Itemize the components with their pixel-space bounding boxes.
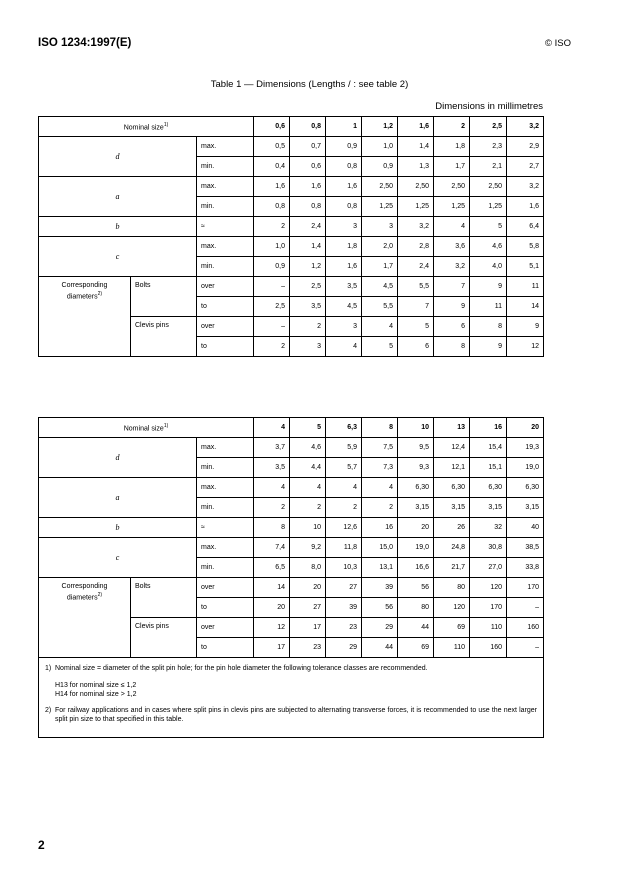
table-cell: 4 (362, 317, 398, 337)
table-cell: 12,6 (326, 518, 362, 538)
units-note: Dimensions in millimetres (435, 101, 543, 112)
nominal-size-text: Nominal size (123, 124, 164, 132)
dimensions-table-large-sizes (38, 417, 544, 738)
table-cell: 1,25 (434, 197, 470, 217)
page-number: 2 (38, 838, 45, 852)
table-cell: 15,1 (470, 458, 507, 478)
table-row (39, 518, 544, 538)
table-cell: 9 (470, 337, 507, 357)
table-cell: 2 (290, 498, 326, 518)
table-row (39, 217, 544, 237)
table-cell: – (254, 277, 290, 297)
table-cell: 2,50 (470, 177, 507, 197)
table-cell: 1,0 (362, 137, 398, 157)
corresponding-diameters-label (39, 277, 131, 357)
table-cell: 10 (290, 518, 326, 538)
table-cell: 44 (362, 638, 398, 658)
footnote-1 (45, 664, 537, 700)
table-cell: 10,3 (326, 558, 362, 578)
nominal-size-label (39, 418, 254, 438)
nominal-size-value: 16 (470, 418, 507, 438)
table-cell: 3,5 (254, 458, 290, 478)
table-cell: 4 (254, 478, 290, 498)
table-cell: 0,8 (290, 197, 326, 217)
table-cell: 15,4 (470, 438, 507, 458)
table-cell: 4,0 (470, 257, 507, 277)
standard-designation: ISO 1234:1997(E) (38, 37, 132, 49)
corresponding-diameters-label (39, 578, 131, 658)
table-cell: 2,50 (398, 177, 434, 197)
table-cell: 16,6 (398, 558, 434, 578)
footnote-ref: 2) (97, 592, 103, 598)
table-cell: 110 (434, 638, 470, 658)
table-cell: 6,4 (507, 217, 544, 237)
table-cell: 1,25 (362, 197, 398, 217)
footnote-ref: 2) (97, 291, 103, 297)
table-cell: 3,6 (434, 237, 470, 257)
nominal-size-header-row (39, 117, 544, 137)
qualifier-label: over (197, 317, 254, 337)
table-cell: 2 (290, 317, 326, 337)
table-cell: 21,7 (434, 558, 470, 578)
dimension-symbol: b (39, 217, 197, 237)
table-cell: 4 (362, 478, 398, 498)
table-cell: 1,6 (507, 197, 544, 217)
table-cell: 6,5 (254, 558, 290, 578)
table-cell: 30,8 (470, 538, 507, 558)
table-row (39, 137, 544, 157)
qualifier-label: max. (197, 438, 254, 458)
table-cell: 120 (470, 578, 507, 598)
table-cell: 2,5 (254, 297, 290, 317)
nominal-size-value: 5 (290, 418, 326, 438)
table-cell: 7,3 (362, 458, 398, 478)
table-cell: 80 (434, 578, 470, 598)
table-cell: 32 (470, 518, 507, 538)
table-cell: 56 (362, 598, 398, 618)
table-cell: 27 (290, 598, 326, 618)
nominal-size-value: 4 (254, 418, 290, 438)
qualifier-label: to (197, 638, 254, 658)
table-cell: 5 (362, 337, 398, 357)
table-cell: 9,3 (398, 458, 434, 478)
table-cell: 14 (507, 297, 544, 317)
table-cell: 3,15 (434, 498, 470, 518)
table-cell: 6 (398, 337, 434, 357)
table-cell: 11 (507, 277, 544, 297)
table-cell: 33,8 (507, 558, 544, 578)
table-cell: 2,50 (434, 177, 470, 197)
qualifier-label: over (197, 277, 254, 297)
table-cell: 1,8 (326, 237, 362, 257)
table-cell: 2,3 (470, 137, 507, 157)
table-cell: 20 (290, 578, 326, 598)
table-cell: 0,6 (290, 157, 326, 177)
table-cell: 80 (398, 598, 434, 618)
table-cell: 8 (254, 518, 290, 538)
dimension-symbol: b (39, 518, 197, 538)
table-cell: 69 (434, 618, 470, 638)
table-cell: 1,8 (434, 137, 470, 157)
footnote-number: 2) (45, 706, 52, 714)
table-row (39, 177, 544, 197)
qualifier-label: min. (197, 558, 254, 578)
table-cell: 12 (254, 618, 290, 638)
table-cell: 1,7 (434, 157, 470, 177)
table-cell: 1,3 (398, 157, 434, 177)
qualifier-label: max. (197, 538, 254, 558)
table-cell: 5,1 (507, 257, 544, 277)
qualifier-label: over (197, 578, 254, 598)
table-cell: 2,0 (362, 237, 398, 257)
corresponding-diameters-text: Corresponding diameters (61, 282, 108, 301)
table-cell: 39 (362, 578, 398, 598)
table-cell: 27 (326, 578, 362, 598)
table-cell: 44 (398, 618, 434, 638)
nominal-size-value: 0,8 (290, 117, 326, 137)
table-cell: 69 (398, 638, 434, 658)
table-cell: 20 (398, 518, 434, 538)
table-cell: 2,50 (362, 177, 398, 197)
table-cell: – (507, 638, 544, 658)
table-cell: 4 (290, 478, 326, 498)
footnote-number: 1) (45, 665, 52, 672)
table-cell: 3,15 (470, 498, 507, 518)
table-cell: 2 (362, 498, 398, 518)
table-footnotes (39, 658, 544, 738)
table-cell: 0,8 (326, 157, 362, 177)
table-cell: 1,2 (290, 257, 326, 277)
table-cell: 5,5 (398, 277, 434, 297)
nominal-size-value: 13 (434, 418, 470, 438)
nominal-size-value: 3,2 (507, 117, 544, 137)
table-cell: 170 (470, 598, 507, 618)
table-cell: 19,0 (398, 538, 434, 558)
table-cell: 1,6 (254, 177, 290, 197)
table-caption: Table 1 — Dimensions (Lengths / : see table 2) (210, 79, 409, 90)
dimension-symbol: c (39, 237, 197, 277)
table-cell: 29 (362, 618, 398, 638)
table-cell: – (254, 317, 290, 337)
qualifier-label: max. (197, 478, 254, 498)
table-cell: 9,5 (398, 438, 434, 458)
table-cell: 110 (470, 618, 507, 638)
table-cell: 2 (254, 498, 290, 518)
table-cell: 160 (507, 618, 544, 638)
table-cell: 23 (326, 618, 362, 638)
table-cell: 6,30 (398, 478, 434, 498)
table-cell: 29 (326, 638, 362, 658)
qualifier-label: ≈ (197, 518, 254, 538)
qualifier-label: max. (197, 177, 254, 197)
table-cell: 3,2 (398, 217, 434, 237)
nominal-size-value: 8 (362, 418, 398, 438)
table-cell: 3,7 (254, 438, 290, 458)
table-row (39, 538, 544, 558)
nominal-size-value: 6,3 (326, 418, 362, 438)
nominal-size-text: Nominal size (123, 425, 164, 433)
table-cell: 20 (254, 598, 290, 618)
table-cell: 6,30 (507, 478, 544, 498)
qualifier-label: ≈ (197, 217, 254, 237)
table-cell: 19,3 (507, 438, 544, 458)
table-cell: 1,6 (326, 257, 362, 277)
table-cell: 2 (326, 498, 362, 518)
dimension-symbol: a (39, 177, 197, 217)
table-row (39, 277, 544, 297)
table-cell: 170 (507, 578, 544, 598)
table-row (39, 478, 544, 498)
table-cell: 4,6 (470, 237, 507, 257)
footnote-text: Nominal size = diameter of the split pin hole; for the pin hole diameter the following tolerance classes are recommended. (55, 665, 428, 672)
table-cell: 0,9 (362, 157, 398, 177)
table-cell: 2 (254, 217, 290, 237)
table-cell: 17 (290, 618, 326, 638)
table-cell: 6,30 (434, 478, 470, 498)
table-cell: 7,4 (254, 538, 290, 558)
qualifier-label: over (197, 618, 254, 638)
table-cell: 2,4 (290, 217, 326, 237)
table-cell: 3 (362, 217, 398, 237)
table-cell: 17 (254, 638, 290, 658)
table-cell: 3,15 (398, 498, 434, 518)
table-cell: 11,8 (326, 538, 362, 558)
nominal-size-label (39, 117, 254, 137)
table-cell: 1,4 (398, 137, 434, 157)
table-cell: 2,4 (398, 257, 434, 277)
table-cell: 5,8 (507, 237, 544, 257)
table-cell: 5,9 (326, 438, 362, 458)
table-cell: 8 (470, 317, 507, 337)
table-cell: 12,4 (434, 438, 470, 458)
table-row (39, 578, 544, 598)
table-cell: 11 (470, 297, 507, 317)
table-cell: 38,5 (507, 538, 544, 558)
corresponding-diameters-text: Corresponding diameters (61, 583, 108, 602)
table-cell: 2,8 (398, 237, 434, 257)
dimensions-table-small-sizes (38, 116, 544, 357)
qualifier-label: min. (197, 257, 254, 277)
tolerance-line: H13 for nominal size ≤ 1,2 (55, 681, 137, 689)
footnote-ref: 1) (163, 121, 169, 128)
qualifier-label: min. (197, 197, 254, 217)
table-cell: 1,0 (254, 237, 290, 257)
table-cell: 7 (398, 297, 434, 317)
table-cell: 26 (434, 518, 470, 538)
table-cell: 0,4 (254, 157, 290, 177)
table-cell: 7,5 (362, 438, 398, 458)
table-row (39, 438, 544, 458)
table-cell: 23 (290, 638, 326, 658)
table-cell: 3,5 (290, 297, 326, 317)
table-cell: 3 (326, 317, 362, 337)
table-cell: 3,2 (434, 257, 470, 277)
table-cell: 4,5 (326, 297, 362, 317)
table-cell: 4,5 (362, 277, 398, 297)
clevis-pins-label: Clevis pins (131, 618, 197, 658)
table-cell: 5 (470, 217, 507, 237)
table-cell: 3 (326, 217, 362, 237)
dimension-symbol: d (39, 438, 197, 478)
dimension-symbol: c (39, 538, 197, 578)
table-cell: 19,0 (507, 458, 544, 478)
nominal-size-value: 1,2 (362, 117, 398, 137)
table-cell: 9,2 (290, 538, 326, 558)
table-cell: 56 (398, 578, 434, 598)
qualifier-label: max. (197, 237, 254, 257)
nominal-size-value: 10 (398, 418, 434, 438)
table-cell: 9 (507, 317, 544, 337)
table-cell: 7 (434, 277, 470, 297)
table-cell: 13,1 (362, 558, 398, 578)
table-cell: 12,1 (434, 458, 470, 478)
table-cell: 14 (254, 578, 290, 598)
qualifier-label: min. (197, 498, 254, 518)
footnote-2 (45, 706, 537, 725)
table-cell: 2,5 (290, 277, 326, 297)
table-cell: 2,9 (507, 137, 544, 157)
dimension-symbol: a (39, 478, 197, 518)
qualifier-label: min. (197, 458, 254, 478)
copyright-notice: © ISO (544, 38, 571, 49)
table-cell: 3 (290, 337, 326, 357)
footnotes-row (39, 658, 544, 738)
table-cell: 1,25 (398, 197, 434, 217)
footnote-text: For railway applications and in cases where split pins in clevis pins are subjected to alternating transverse forces, it is recommended to use the next larger split pin size to that specified in this table. (55, 706, 537, 723)
table-cell: 9 (434, 297, 470, 317)
table-cell: 16 (362, 518, 398, 538)
table-cell: 4 (326, 478, 362, 498)
footnote-ref: 1) (163, 422, 169, 429)
nominal-size-value: 1,6 (398, 117, 434, 137)
qualifier-label: to (197, 297, 254, 317)
table-cell: 4,6 (290, 438, 326, 458)
tolerance-line: H14 for nominal size > 1,2 (55, 691, 137, 698)
table-cell: 27,0 (470, 558, 507, 578)
qualifier-label: to (197, 598, 254, 618)
table-cell: 0,7 (290, 137, 326, 157)
table-cell: 1,4 (290, 237, 326, 257)
table-cell: 4,4 (290, 458, 326, 478)
table-cell: 15,0 (362, 538, 398, 558)
qualifier-label: min. (197, 157, 254, 177)
table-cell: 0,9 (254, 257, 290, 277)
table-cell: 8,0 (290, 558, 326, 578)
nominal-size-value: 1 (326, 117, 362, 137)
nominal-size-value: 2,5 (470, 117, 507, 137)
nominal-size-value: 2 (434, 117, 470, 137)
nominal-size-value: 0,6 (254, 117, 290, 137)
dimension-symbol: d (39, 137, 197, 177)
table-cell: 6 (434, 317, 470, 337)
table-cell: 39 (326, 598, 362, 618)
qualifier-label: max. (197, 137, 254, 157)
table-cell: 9 (470, 277, 507, 297)
table-cell: 8 (434, 337, 470, 357)
table-cell: – (507, 598, 544, 618)
nominal-size-value: 20 (507, 418, 544, 438)
table-cell: 3,15 (507, 498, 544, 518)
table-cell: 4 (326, 337, 362, 357)
bolts-label: Bolts (131, 277, 197, 317)
table-cell: 5,5 (362, 297, 398, 317)
table-cell: 12 (507, 337, 544, 357)
table-cell: 3,5 (326, 277, 362, 297)
table-cell: 5,7 (326, 458, 362, 478)
table-row (39, 237, 544, 257)
table-cell: 1,6 (326, 177, 362, 197)
table-cell: 0,8 (254, 197, 290, 217)
table-cell: 1,6 (290, 177, 326, 197)
table-cell: 5 (398, 317, 434, 337)
table-cell: 2,1 (470, 157, 507, 177)
table-cell: 2,7 (507, 157, 544, 177)
table-cell: 1,7 (362, 257, 398, 277)
table-cell: 40 (507, 518, 544, 538)
table-cell: 2 (254, 337, 290, 357)
table-cell: 120 (434, 598, 470, 618)
table-cell: 3,2 (507, 177, 544, 197)
table-cell: 160 (470, 638, 507, 658)
table-cell: 6,30 (470, 478, 507, 498)
table-cell: 4 (434, 217, 470, 237)
table-cell: 24,8 (434, 538, 470, 558)
table-cell: 0,5 (254, 137, 290, 157)
table-cell: 0,9 (326, 137, 362, 157)
bolts-label: Bolts (131, 578, 197, 618)
clevis-pins-label: Clevis pins (131, 317, 197, 357)
table-cell: 1,25 (470, 197, 507, 217)
qualifier-label: to (197, 337, 254, 357)
nominal-size-header-row (39, 418, 544, 438)
table-cell: 0,8 (326, 197, 362, 217)
